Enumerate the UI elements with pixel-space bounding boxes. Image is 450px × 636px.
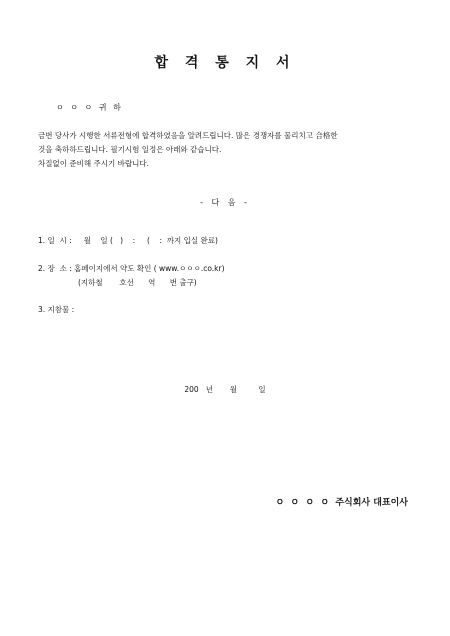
item-place: 2. 장 소 : 홈페이지에서 약도 확인 ( www.ㅇㅇㅇ.co.kr) bbox=[38, 264, 225, 273]
document-title: 합 격 통 지 서 bbox=[154, 55, 296, 71]
body-paragraph bbox=[38, 129, 428, 171]
item-supplies: 3. 지참물 : bbox=[38, 305, 75, 314]
item-place-subway: (지하철 호선 역 번 출구) bbox=[78, 278, 197, 287]
item-date-time: 1. 일 시 : 월 일 ( ) : ( : 까지 입실 완료) bbox=[38, 236, 218, 245]
issue-date: 200 년 월 일 bbox=[184, 385, 266, 394]
company-signature: ㅇ ㅇ ㅇ ㅇ 주식회사 대표이사 bbox=[275, 498, 408, 508]
recipient-line: ㅇ ㅇ ㅇ 귀 하 bbox=[56, 103, 123, 112]
body-line-3: 차질없이 준비해 주시기 바랍니다. bbox=[38, 159, 149, 168]
body-line-1: 금번 당사가 시행한 서류전형에 합격하였음을 알려드립니다. 많은 경쟁자를 물리치고 合格한 bbox=[38, 131, 338, 140]
body-line-2: 것을 축하하드립니다. 필기시험 일정은 아래와 같습니다. bbox=[38, 145, 222, 154]
section-heading-da-eum: - 다 음 - bbox=[200, 198, 250, 207]
